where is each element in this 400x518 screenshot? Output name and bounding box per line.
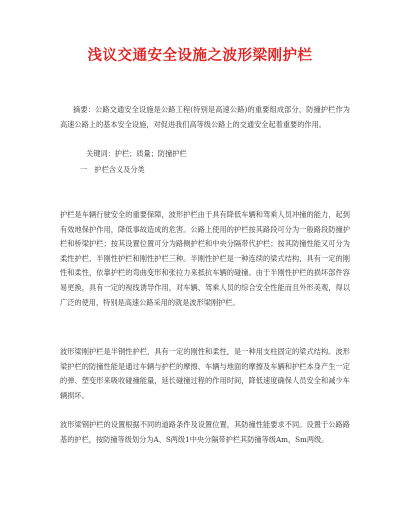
abstract-paragraph: 摘要：公路交通安全设施是公路工程(特别是高速公路)的重要组成部分，防撞护栏作为高速公路上的基本安全设施，对促进我们高等级公路上的交通安全起着重要的作用。 xyxy=(60,105,350,129)
body-paragraph-2: 波形梁刚护栏是半钢性护栏，具有一定的刚性和柔性，是一种用支柱固定的梁式结构。波形梁护栏的防撞性能是通过车辆与护栏的摩擦、车辆与地面的摩擦及车辆和护栏本身产生一定的弹、塑变形来吸收碰撞能量，延长碰撞过程的作用时间，降低速度确保人员安全和减少车辆损坏。 xyxy=(60,347,350,400)
document-title: 浅议交通安全设施之波形梁刚护栏 xyxy=(87,47,313,64)
section-heading: 一 护栏含义及分类 xyxy=(80,165,145,174)
body-paragraph-3: 波形梁钢护栏的设置根据不同的道路条件及设置位置，其防撞性能要求不同。设置于公路路基的护栏，按防撞等级划分为A、S两级1中央分隔带护栏其防撞等级Am，Sm两级。 xyxy=(60,420,350,444)
body-paragraph-1: 护栏是车辆行驶安全的重要保障，波形护栏由于具有降低车辆和驾乘人员冲撞的能力，起到有效地保护作用，降低事故造成的危害。公路上使用的护栏按其路段可分为一般路段防撞护栏和桥梁护栏；按其设置位置可分为路侧护栏和中央分隔带代护栏；按其防撞性能又可分为柔性护栏、半刚性护栏和刚性护栏三种。半刚性护栏是一种连续的梁式结构，具有一定的刚性和柔性，依靠护栏的弯曲变形和张拉力来抵抗车辆的碰撞。由于半刚性护栏的损坏部件容易更换，具有一定的视线诱导作用，对车辆、驾乘人员的综合安全性能而且外形美观，得以广泛的使用，特别是高速公路采用的就是波形梁刚护栏。 xyxy=(60,210,350,307)
keywords-line: 关键词：护栏；质量；防撞护栏 xyxy=(86,149,187,158)
